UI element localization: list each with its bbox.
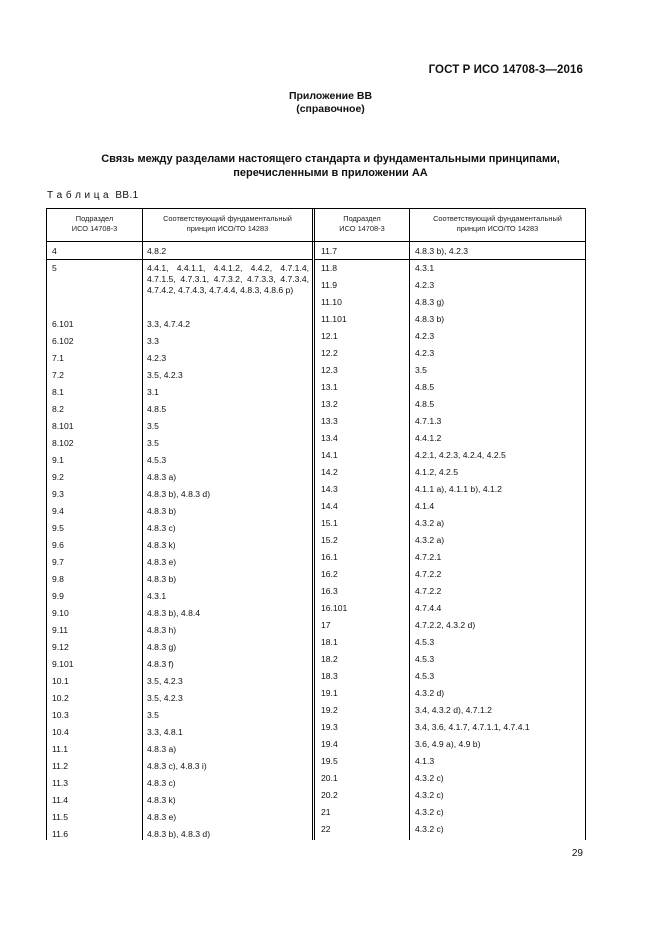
left-principle-cell: 3.5, 4.2.3 <box>147 693 183 703</box>
right-principle-cell: 4.2.3 <box>415 280 435 290</box>
left-subsection-cell: 10.3 <box>52 710 69 720</box>
right-principle-cell: 4.3.2 c) <box>415 824 444 834</box>
table-center-double-1 <box>312 208 313 840</box>
right-principle-cell: 3.5 <box>415 365 427 375</box>
right-subsection-cell: 12.2 <box>321 348 338 358</box>
right-subsection-cell: 16.1 <box>321 552 338 562</box>
left-principle-cell: 4.8.3 a) <box>147 744 177 754</box>
left-subsection-cell: 8.1 <box>52 387 64 397</box>
right-subsection-cell: 19.2 <box>321 705 338 715</box>
left-principle-cell: 4.4.1, 4.4.1.1, 4.4.1.2, 4.4.2, 4.7.1.4, 4.7.1.5, 4.7.3.1, 4.7.3.2, 4.7.3.3, 4.7.3.4, 4.7.4.2, 4.7.4.3, 4.7.4.4, 4.8.3, 4.8.6 p) <box>147 263 309 295</box>
left-principle-cell: 4.3.1 <box>147 591 167 601</box>
left-principle-cell: 4.8.3 e) <box>147 557 177 567</box>
left-principle-cell: 4.5.3 <box>147 455 167 465</box>
left-subsection-cell: 9.10 <box>52 608 69 618</box>
left-principle-cell: 4.8.3 a) <box>147 472 177 482</box>
mapping-table <box>46 208 586 840</box>
left-principle-cell: 3.3 <box>147 336 159 346</box>
left-subsection-cell: 4 <box>52 246 57 256</box>
left-principle-cell: 3.3, 4.8.1 <box>147 727 183 737</box>
right-subsection-cell: 19.4 <box>321 739 338 749</box>
right-subsection-cell: 22 <box>321 824 331 834</box>
table-caption: Т а б л и ц а ВВ.1 <box>47 190 139 201</box>
left-subsection-cell: 9.101 <box>52 659 74 669</box>
right-principle-cell: 4.5.3 <box>415 671 435 681</box>
left-subsection-cell: 9.1 <box>52 455 64 465</box>
table-center-double-2 <box>314 208 315 840</box>
right-subsection-cell: 16.2 <box>321 569 338 579</box>
right-principle-cell: 4.7.1.3 <box>415 416 442 426</box>
left-subsection-cell: 8.2 <box>52 404 64 414</box>
right-subsection-cell: 11.10 <box>321 297 342 307</box>
right-principle-cell: 3.4, 3.6, 4.1.7, 4.7.1.1, 4.7.4.1 <box>415 722 530 732</box>
document-title-line-2: перечисленными в приложении АА <box>233 167 428 179</box>
left-subsection-cell: 7.1 <box>52 353 64 363</box>
header-right-principle-line-2: принцип ИСО/ТО 14283 <box>456 224 539 233</box>
right-subsection-cell: 14.2 <box>321 467 338 477</box>
right-subsection-cell: 14.3 <box>321 484 338 494</box>
right-principle-cell: 4.8.5 <box>415 399 435 409</box>
left-subsection-cell: 11.3 <box>52 778 69 788</box>
left-principle-cell: 4.8.3 f) <box>147 659 174 669</box>
left-subsection-cell: 11.2 <box>52 761 69 771</box>
right-principle-cell: 4.3.2 c) <box>415 773 444 783</box>
right-subsection-cell: 19.5 <box>321 756 338 766</box>
right-principle-cell: 4.1.1 a), 4.1.1 b), 4.1.2 <box>415 484 502 494</box>
left-subsection-cell: 9.7 <box>52 557 64 567</box>
right-principle-cell: 4.3.2 d) <box>415 688 445 698</box>
header-left-subsection <box>47 208 142 240</box>
right-principle-cell: 4.3.2 c) <box>415 790 444 800</box>
right-principle-cell: 4.7.2.2, 4.3.2 d) <box>415 620 476 630</box>
left-principle-cell: 3.5, 4.2.3 <box>147 370 183 380</box>
standard-header: ГОСТ Р ИСО 14708-3—2016 <box>428 64 583 76</box>
right-subsection-cell: 21 <box>321 807 331 817</box>
right-subsection-cell: 11.8 <box>321 263 338 273</box>
right-subsection-cell: 12.3 <box>321 365 338 375</box>
left-principle-cell: 3.1 <box>147 387 159 397</box>
left-subsection-cell: 9.4 <box>52 506 64 516</box>
right-principle-cell: 4.1.3 <box>415 756 435 766</box>
right-subsection-cell: 19.1 <box>321 688 338 698</box>
right-principle-cell: 4.8.3 b), 4.2.3 <box>415 246 469 256</box>
right-principle-cell: 4.7.2.2 <box>415 569 442 579</box>
header-left-subsection-line-1: Подраздел <box>75 214 114 223</box>
left-subsection-cell: 6.102 <box>52 336 74 346</box>
right-subsection-cell: 20.1 <box>321 773 338 783</box>
left-subsection-cell: 7.2 <box>52 370 64 380</box>
right-principle-cell: 4.1.2, 4.2.5 <box>415 467 459 477</box>
left-principle-cell: 4.8.3 h) <box>147 625 177 635</box>
left-principle-cell: 4.8.3 b) <box>147 574 177 584</box>
left-principle-cell: 4.8.3 c) <box>147 778 176 788</box>
left-subsection-cell: 11.1 <box>52 744 69 754</box>
right-subsection-cell: 15.2 <box>321 535 338 545</box>
left-subsection-cell: 8.102 <box>52 438 74 448</box>
right-subsection-cell: 18.3 <box>321 671 338 681</box>
left-row-rule <box>46 259 312 260</box>
left-principle-cell: 4.8.3 b), 4.8.3 d) <box>147 829 211 839</box>
left-principle-cell: 3.5, 4.2.3 <box>147 676 183 686</box>
page-number: 29 <box>571 848 583 859</box>
right-principle-cell: 4.8.5 <box>415 382 435 392</box>
left-principle-cell: 4.8.3 c) <box>147 523 176 533</box>
left-subsection-cell: 10.2 <box>52 693 69 703</box>
left-subsection-cell: 11.6 <box>52 829 69 839</box>
table-left-border <box>46 208 47 840</box>
right-row-rule <box>315 259 586 260</box>
right-principle-cell: 4.3.1 <box>415 263 435 273</box>
right-principle-cell: 4.8.3 g) <box>415 297 445 307</box>
right-principle-cell: 4.2.3 <box>415 348 435 358</box>
table-col-divider-3 <box>409 208 410 840</box>
header-right-principle <box>410 208 585 240</box>
right-principle-cell: 4.8.3 b) <box>415 314 445 324</box>
left-subsection-cell: 9.6 <box>52 540 64 550</box>
left-subsection-cell: 5 <box>52 263 57 273</box>
left-subsection-cell: 10.4 <box>52 727 69 737</box>
right-subsection-cell: 20.2 <box>321 790 338 800</box>
document-title <box>0 152 661 180</box>
left-subsection-cell: 9.5 <box>52 523 64 533</box>
left-principle-cell: 4.8.3 e) <box>147 812 177 822</box>
left-principle-cell: 4.8.2 <box>147 246 167 256</box>
header-left-principle-line-2: принцип ИСО/ТО 14283 <box>186 224 269 233</box>
header-right-subsection-line-2: ИСО 14708-3 <box>339 224 385 233</box>
right-subsection-cell: 18.2 <box>321 654 338 664</box>
right-subsection-cell: 11.101 <box>321 314 347 324</box>
right-subsection-cell: 11.7 <box>321 246 338 256</box>
right-subsection-cell: 13.2 <box>321 399 338 409</box>
header-left-principle <box>143 208 312 240</box>
table-header-rule <box>46 241 586 242</box>
right-subsection-cell: 14.4 <box>321 501 338 511</box>
header-left-subsection-line-2: ИСО 14708-3 <box>71 224 118 233</box>
annex-title: Приложение ВВ <box>288 90 373 102</box>
right-subsection-cell: 19.3 <box>321 722 338 732</box>
right-subsection-cell: 11.9 <box>321 280 338 290</box>
left-principle-cell: 3.5 <box>147 421 159 431</box>
annex-subtitle: (справочное) <box>296 103 365 115</box>
left-principle-cell: 4.8.3 k) <box>147 795 176 805</box>
left-subsection-cell: 10.1 <box>52 676 69 686</box>
left-principle-cell: 3.3, 4.7.4.2 <box>147 319 191 329</box>
left-subsection-cell: 9.11 <box>52 625 69 635</box>
right-subsection-cell: 13.4 <box>321 433 338 443</box>
left-subsection-cell: 8.101 <box>52 421 74 431</box>
left-subsection-cell: 9.9 <box>52 591 64 601</box>
header-right-principle-line-1: Соответствующий фундаментальный <box>433 214 562 223</box>
left-subsection-cell: 9.8 <box>52 574 64 584</box>
left-principle-cell: 3.5 <box>147 710 159 720</box>
right-subsection-cell: 12.1 <box>321 331 338 341</box>
right-subsection-cell: 14.1 <box>321 450 338 460</box>
left-principle-cell: 4.8.3 b) <box>147 506 177 516</box>
right-subsection-cell: 17 <box>321 620 331 630</box>
right-principle-cell: 4.4.1.2 <box>415 433 442 443</box>
annex-heading <box>0 90 661 116</box>
right-principle-cell: 3.4, 4.3.2 d), 4.7.1.2 <box>415 705 492 715</box>
right-principle-cell: 4.2.1, 4.2.3, 4.2.4, 4.2.5 <box>415 450 506 460</box>
left-principle-cell: 4.8.3 g) <box>147 642 177 652</box>
right-principle-cell: 4.3.2 a) <box>415 535 445 545</box>
right-principle-cell: 4.3.2 a) <box>415 518 445 528</box>
header-right-subsection-line-1: Подраздел <box>343 214 381 223</box>
left-subsection-cell: 9.3 <box>52 489 64 499</box>
left-subsection-cell: 11.4 <box>52 795 69 805</box>
right-principle-cell: 4.5.3 <box>415 637 435 647</box>
left-subsection-cell: 11.5 <box>52 812 69 822</box>
left-principle-cell: 4.8.3 b), 4.8.4 <box>147 608 201 618</box>
right-principle-cell: 4.7.2.1 <box>415 552 442 562</box>
right-principle-cell: 4.3.2 c) <box>415 807 444 817</box>
right-subsection-cell: 15.1 <box>321 518 338 528</box>
right-principle-cell: 4.7.2.2 <box>415 586 442 596</box>
left-principle-cell: 4.8.3 b), 4.8.3 d) <box>147 489 211 499</box>
right-principle-cell: 4.2.3 <box>415 331 435 341</box>
left-principle-cell: 4.8.3 c), 4.8.3 i) <box>147 761 207 771</box>
right-principle-cell: 4.1.4 <box>415 501 435 511</box>
table-col-divider-1 <box>142 208 143 840</box>
document-title-line-1: Связь между разделами настоящего стандарта и фундаментальными принципами, <box>101 153 560 165</box>
left-subsection-cell: 9.2 <box>52 472 64 482</box>
right-principle-cell: 4.7.4.4 <box>415 603 442 613</box>
left-subsection-cell: 6.101 <box>52 319 74 329</box>
left-principle-cell: 3.5 <box>147 438 159 448</box>
right-subsection-cell: 13.1 <box>321 382 338 392</box>
right-subsection-cell: 16.3 <box>321 586 338 596</box>
header-left-principle-line-1: Соответствующий фундаментальный <box>163 214 292 223</box>
right-principle-cell: 4.5.3 <box>415 654 435 664</box>
left-subsection-cell: 9.12 <box>52 642 69 652</box>
right-principle-cell: 3.6, 4.9 a), 4.9 b) <box>415 739 481 749</box>
header-right-subsection <box>315 208 409 240</box>
right-subsection-cell: 16.101 <box>321 603 348 613</box>
left-principle-cell: 4.8.3 k) <box>147 540 176 550</box>
right-subsection-cell: 13.3 <box>321 416 338 426</box>
left-principle-cell: 4.2.3 <box>147 353 167 363</box>
right-subsection-cell: 18.1 <box>321 637 338 647</box>
table-right-border <box>585 208 586 840</box>
left-principle-cell: 4.8.5 <box>147 404 167 414</box>
